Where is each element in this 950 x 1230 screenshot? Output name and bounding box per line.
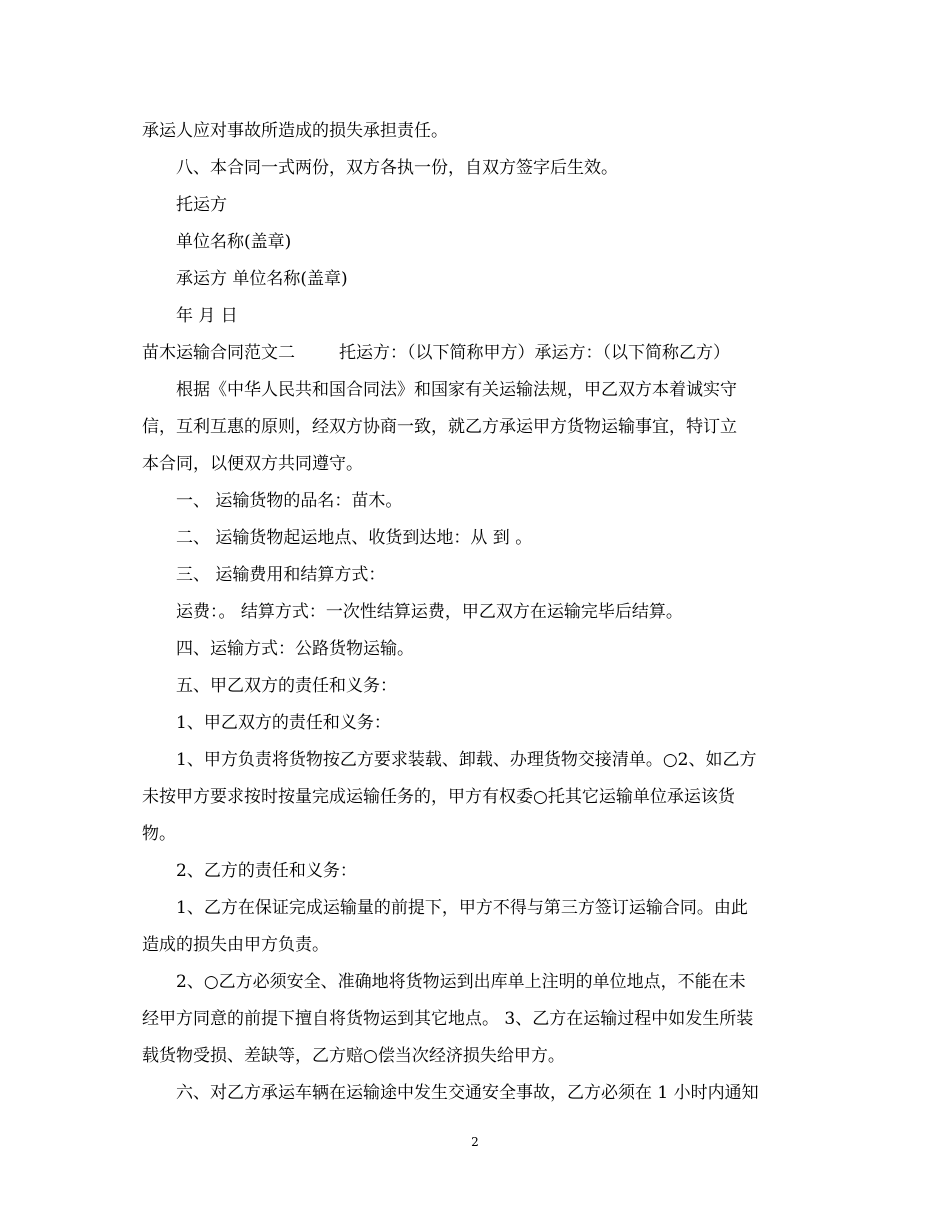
text-line: 根据《中华人民共和国合同法》和国家有关运输法规，甲乙双方本着诚实守: [176, 380, 737, 400]
text-line: 2、乙方的责任和义务：: [176, 861, 357, 881]
text-line: 1、乙方在保证完成运输量的前提下，甲方不得与第三方签订运输合同。由此: [176, 898, 748, 918]
text-line: 未按甲方要求按时按量完成运输任务的，甲方有权委○托其它运输单位承运该货: [142, 787, 735, 807]
text-line: 承运方 单位名称(盖章): [176, 269, 348, 289]
text-line: 本合同，以便双方共同遵守。: [142, 454, 363, 474]
text-line: 2、○乙方必须安全、准确地将货物运到出库单上注明的单位地点，不能在未: [176, 972, 746, 992]
text-line: 二、 运输货物起运地点、收货到达地：从 到 。: [176, 528, 533, 548]
text-line: 1、甲乙双方的责任和义务：: [176, 713, 391, 733]
text-line: 三、 运输费用和结算方式：: [176, 565, 386, 585]
text-line: 一、 运输货物的品名：苗木。: [176, 491, 403, 511]
text-line: 年 月 日: [176, 306, 238, 326]
parties-label: 托运方：（以下简称甲方）承运方：（以下简称乙方）: [339, 343, 730, 363]
text-line: 信，互利互惠的原则，经双方协商一致，就乙方承运甲方货物运输事宜，特订立: [142, 417, 737, 437]
page-number: 2: [471, 1135, 479, 1149]
text-line: 经甲方同意的前提下擅自将货物运到其它地点。 3、乙方在运输过程中如发生所装: [142, 1009, 754, 1029]
text-line: 造成的损失由甲方负责。: [142, 935, 329, 955]
text-line: 承运人应对事故所造成的损失承担责任。: [142, 121, 448, 141]
document-body: [142, 113, 822, 1112]
text-line: 五、甲乙双方的责任和义务：: [176, 676, 397, 696]
text-line: 运费：。 结算方式：一次性结算运费，甲乙双方在运输完毕后结算。: [176, 602, 683, 622]
section-title: 苗木运输合同范文二: [142, 343, 295, 363]
text-line: 托运方: [176, 195, 227, 215]
text-line: 载货物受损、差缺等，乙方赔○偿当次经济损失给甲方。: [142, 1046, 565, 1066]
text-line: 物。: [142, 824, 176, 844]
text-line: 四、运输方式：公路货物运输。: [176, 639, 414, 659]
text-line: 六、对乙方承运车辆在运输途中发生交通安全事故，乙方必须在 1 小时内通知: [176, 1083, 759, 1103]
section-heading-line: [142, 335, 822, 372]
text-line: 1、甲方负责将货物按乙方要求装载、卸载、办理货物交接清单。○2、如乙方: [176, 750, 757, 770]
text-line: 八、本合同一式两份，双方各执一份，自双方签字后生效。: [176, 158, 618, 178]
text-line: 单位名称(盖章): [176, 232, 292, 252]
